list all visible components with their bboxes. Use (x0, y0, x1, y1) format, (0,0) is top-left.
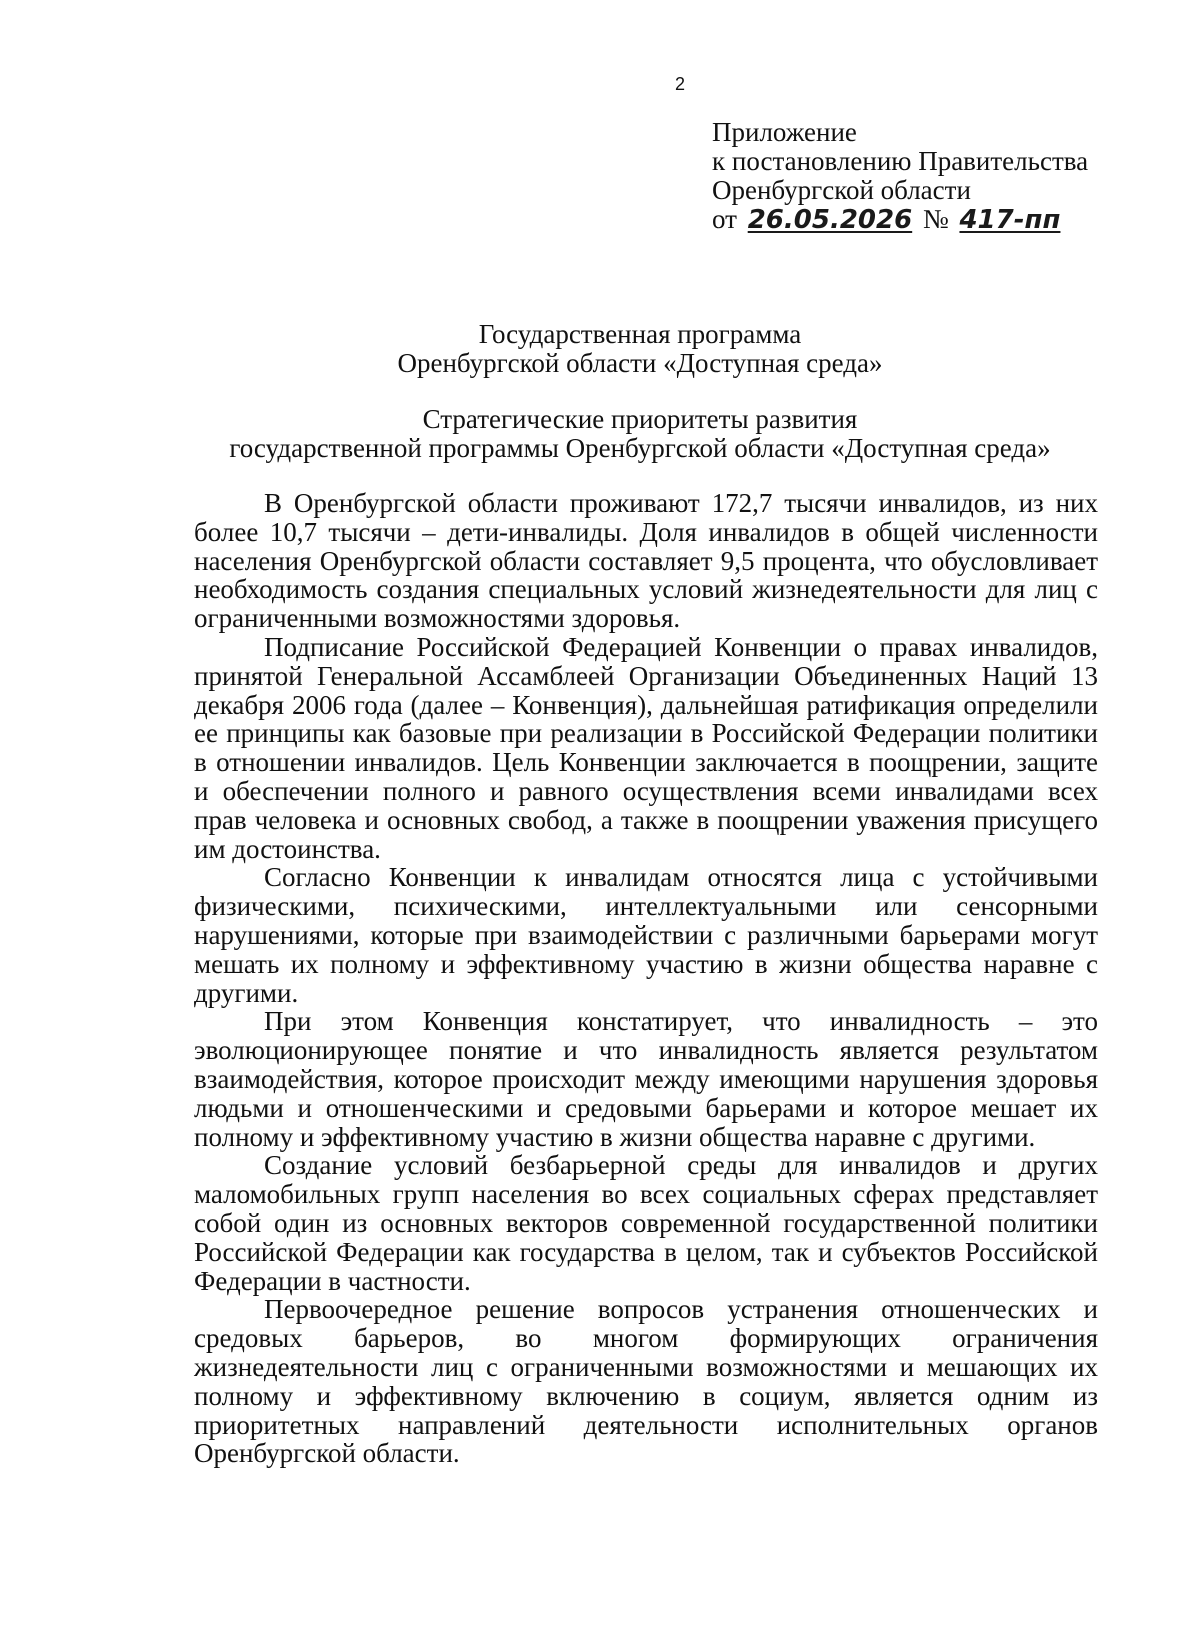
paragraph-5: Создание условий безбарьерной среды для инвалидов и других маломобильных групп населения во всех социальных сферах представляет собой один из основных векторов современной государственной политики Российской Федерации как государства в целом, так и субъектов Российской Федерации в частности. (194, 1150, 1098, 1296)
section-title (180, 405, 1100, 463)
section-title-line-1: Стратегические приоритеты развития (422, 404, 858, 434)
paragraph-3: Согласно Конвенции к инвалидам относятся лица с устойчивыми физическими, психическими, интеллектуальными или сенсорными нарушениями, которые при взаимодействии с различными барьерами могут мешать их полному и эффективному участию в жизни общества наравне с другими. (194, 862, 1098, 1008)
appendix-line-1: Приложение (712, 117, 857, 147)
appendix-header (712, 118, 1088, 235)
appendix-line-2: к постановлению Правительства (712, 146, 1089, 176)
appendix-line-3: Оренбургской области (712, 175, 971, 205)
paragraph-2: Подписание Российской Федерацией Конвенции о правах инвалидов, принятой Генеральной Ассамблеей Организации Объединенных Наций 13 декабря 2006 года (далее – Конвенция), дальнейшая ратификация определили ее принципы как базовые при реализации в Российской Федерации политики в отношении инвалидов. Цель Конвенции заключается в поощрении, защите и обеспечении полного и равного осуществления всеми инвалидами всех прав человека и основных свобод, а также в поощрении уважения присущего им достоинства. (194, 631, 1098, 864)
paragraph-6: Первоочередное решение вопросов устранения отношенческих и средовых барьеров, во многом формирующих ограничения жизнедеятельности лиц с ограниченными возможностями и мешающих их полному и эффективному включению в социум, является одним из приоритетных направлений деятельности исполнительных органов Оренбургской области. (194, 1294, 1098, 1469)
number-prefix: № (922, 204, 949, 234)
program-title (180, 320, 1100, 378)
date-prefix: от (712, 204, 737, 234)
page-number: 2 (674, 74, 685, 94)
section-title-line-2: государственной программы Оренбургской области «Доступная среда» (229, 433, 1051, 463)
handwritten-number: 417-пп (959, 205, 1061, 235)
appendix-date-line (712, 205, 1088, 235)
program-title-line-1: Государственная программа (478, 319, 802, 349)
handwritten-date: 26.05.2026 (747, 205, 913, 235)
paragraph-4: При этом Конвенция констатирует, что инвалидность – это эволюционирующее понятие и что инвалидность является результатом взаимодействия, которое происходит между имеющими нарушения здоровья людьми и отношенческими и средовыми барьерами и которое мешает их полному и эффективному участию в жизни общества наравне с другими. (194, 1006, 1098, 1152)
body-text (194, 489, 1098, 1468)
program-title-line-2: Оренбургской области «Доступная среда» (397, 348, 883, 378)
paragraph-1: В Оренбургской области проживают 172,7 тысячи инвалидов, из них более 10,7 тысячи – дети-инвалиды. Доля инвалидов в общей численности населения Оренбургской области составляет 9,5 процента, что обусловливает необходимость создания специальных условий жизнедеятельности для лиц с ограниченными возможностями здоровья. (194, 488, 1098, 634)
